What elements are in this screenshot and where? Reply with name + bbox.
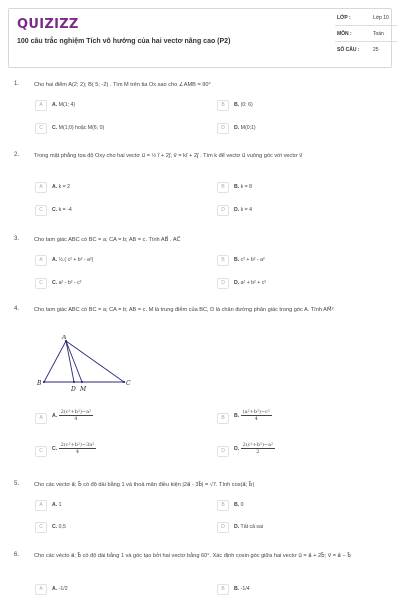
fraction-denominator: 4	[254, 416, 258, 422]
point-d	[73, 381, 75, 383]
option-text: a² - b² - c²	[58, 280, 82, 286]
meta-divider	[335, 25, 397, 26]
question-text: Trong mặt phẳng tọa độ Oxy cho hai vectơ u⃗ = ½ i⃗ + 2j⃗; v⃗ = ki⃗ + 2j⃗ . Tìm k để vectơ u⃗ vuông góc với vectơ v⃗	[34, 153, 303, 159]
meta-key: MÔN :	[337, 31, 352, 37]
option-label: A.	[52, 257, 58, 263]
option-label: B.	[234, 412, 240, 419]
option-c[interactable]	[35, 442, 210, 462]
side-ac	[66, 341, 124, 382]
fraction-denominator: 4	[75, 449, 80, 455]
quizizz-logo: QUIZIZZ	[17, 17, 79, 32]
option-letter: B	[217, 182, 229, 193]
option-text: M(1;0) hoặc M(6; 0)	[58, 125, 105, 131]
fraction-denominator: 4	[74, 416, 78, 422]
question-number: 4.	[14, 306, 20, 312]
meta-value: Lớp 10	[373, 15, 389, 21]
option-label: C.	[52, 445, 58, 452]
option-a[interactable]	[35, 100, 210, 112]
meta-value: Toán	[373, 31, 384, 37]
option-d[interactable]	[217, 123, 392, 135]
option-text: 0,5	[58, 524, 66, 530]
option-c[interactable]	[35, 205, 210, 217]
option-letter: B	[217, 413, 229, 424]
option-label: A.	[52, 502, 58, 508]
option-label: A.	[52, 102, 58, 108]
option-b[interactable]	[217, 584, 392, 596]
option-d[interactable]	[217, 205, 392, 217]
option-letter: C	[35, 205, 47, 216]
option-letter: A	[35, 413, 47, 424]
question-number: 3.	[14, 236, 20, 242]
option-letter: D	[217, 522, 229, 533]
question-number: 6.	[14, 552, 20, 558]
option-letter: B	[217, 255, 229, 266]
option-text: k = 4	[240, 207, 253, 213]
option-letter: A	[35, 500, 47, 511]
fraction-numerator: 2(c²+b²)−a²	[242, 442, 274, 448]
option-b[interactable]	[217, 255, 392, 267]
option-text: Tất cả sai	[240, 524, 264, 530]
option-c[interactable]	[35, 522, 210, 534]
option-a[interactable]	[35, 409, 210, 429]
option-text: ½.( c² + b² - a²)	[58, 257, 94, 263]
meta-value: 25	[373, 47, 379, 53]
option-label: B.	[234, 184, 240, 190]
option-letter: A	[35, 100, 47, 111]
option-label: D.	[234, 280, 240, 286]
option-text: 0	[240, 502, 244, 508]
option-c[interactable]	[35, 123, 210, 135]
question-text: Cho các vectơ a⃗; b⃗ có độ dài bằng 1 và thoả mãn điều kiện |2a⃗ - 3b⃗| = √7. Tính cos(a⃗; b⃗)	[34, 482, 255, 488]
option-letter: D	[217, 446, 229, 457]
fraction-numerator: 2(c²+b²)−a²	[60, 409, 92, 415]
option-fraction	[241, 442, 275, 455]
label-d: D	[71, 386, 76, 393]
option-letter: A	[35, 584, 47, 595]
label-m: M	[80, 386, 87, 393]
point-c	[123, 381, 125, 383]
meta-key: LỚP :	[337, 15, 351, 21]
option-letter: D	[217, 123, 229, 134]
label-c: C	[126, 380, 131, 387]
option-label: A.	[52, 184, 58, 190]
option-label: C.	[52, 280, 58, 286]
option-text: (0; 6)	[240, 102, 253, 108]
option-text: k = 2	[58, 184, 71, 190]
option-label: B.	[234, 257, 240, 263]
option-letter: C	[35, 446, 47, 457]
option-label: C.	[52, 207, 58, 213]
meta-subject	[337, 31, 397, 37]
option-text: k = -4	[58, 207, 72, 213]
option-fraction	[241, 409, 272, 422]
fraction-numerator: 2(c²+b²)−3a²	[60, 442, 95, 448]
option-letter: B	[217, 500, 229, 511]
option-d[interactable]	[217, 278, 392, 290]
question-number: 5.	[14, 481, 20, 487]
option-label: B.	[234, 102, 240, 108]
worksheet-header	[8, 8, 392, 68]
label-a: A	[62, 335, 67, 341]
option-letter: C	[35, 278, 47, 289]
fraction-denominator: 2	[256, 449, 260, 455]
option-fraction	[59, 409, 93, 422]
option-a[interactable]	[35, 255, 210, 267]
option-label: D.	[234, 207, 240, 213]
option-letter: C	[35, 123, 47, 134]
option-d[interactable]	[217, 522, 392, 534]
worksheet-title: 100 câu trắc nghiệm Tích vô hướng của hai vectơ nâng cao (P2)	[17, 38, 231, 45]
option-a[interactable]	[35, 182, 210, 194]
option-text: c² + b² - a²	[240, 257, 265, 263]
option-label: A.	[52, 586, 58, 592]
label-b: B	[37, 380, 42, 387]
fraction-numerator: (a²+b²)−c²	[242, 409, 270, 415]
segment-ad	[66, 341, 74, 382]
option-fraction	[59, 442, 97, 455]
meta-class	[337, 15, 397, 21]
option-c[interactable]	[35, 278, 210, 290]
question-number: 2.	[14, 152, 20, 158]
option-letter: B	[217, 584, 229, 595]
option-b[interactable]	[217, 182, 392, 194]
triangle-figure	[36, 335, 136, 397]
option-a[interactable]	[35, 500, 210, 512]
question-text: Cho tam giác ABC có BC = a; CA = b; AB = c. M là trung điểm của BC, D là chân đường phân giác trong góc A. Tính AM⃗²	[34, 307, 334, 313]
option-text: k = 8	[240, 184, 253, 190]
option-text: M(1; 4)	[58, 102, 76, 108]
option-b[interactable]	[217, 500, 392, 512]
option-letter: D	[217, 205, 229, 216]
option-text: -1/2	[58, 586, 68, 592]
option-b[interactable]	[217, 100, 392, 112]
option-letter: A	[35, 255, 47, 266]
option-d[interactable]	[217, 442, 392, 462]
option-b[interactable]	[217, 409, 392, 429]
side-ab	[44, 341, 66, 382]
question-text: Cho các vécto a⃗; b⃗ có độ dài bằng 1 và góc tạo bởi hai vectơ bằng 60°. Xác định cosin góc giữa hai vectơ u⃗ = a⃗ + 2b⃗; v⃗ = a⃗ − b⃗	[34, 553, 351, 559]
option-text: a² + b² + c²	[240, 280, 267, 286]
option-label: B.	[234, 586, 240, 592]
option-letter: D	[217, 278, 229, 289]
option-text: 1	[58, 502, 62, 508]
option-letter: B	[217, 100, 229, 111]
option-letter: C	[35, 522, 47, 533]
option-label: C.	[52, 125, 58, 131]
option-a[interactable]	[35, 584, 210, 596]
option-label: D.	[234, 445, 240, 452]
option-label: A.	[52, 412, 58, 419]
option-text: M(0;1)	[240, 125, 256, 131]
point-b	[43, 381, 45, 383]
option-label: D.	[234, 125, 240, 131]
option-label: B.	[234, 502, 240, 508]
option-letter: A	[35, 182, 47, 193]
meta-divider	[335, 41, 397, 42]
question-text: Cho tam giác ABC có BC = a; CA = b; AB = c. Tính AB⃗ . AC⃗	[34, 237, 181, 243]
option-text: -1/4	[240, 586, 250, 592]
point-m	[81, 381, 83, 383]
meta-count	[337, 47, 397, 53]
meta-key: SỐ CÂU :	[337, 47, 360, 53]
question-text: Cho hai điểm A(2; 2); B( 5; -2) . Tìm M trên tia Ox sao cho ∠AMB = 90°	[34, 82, 211, 88]
option-label: D.	[234, 524, 240, 530]
question-number: 1.	[14, 81, 20, 87]
option-label: C.	[52, 524, 58, 530]
